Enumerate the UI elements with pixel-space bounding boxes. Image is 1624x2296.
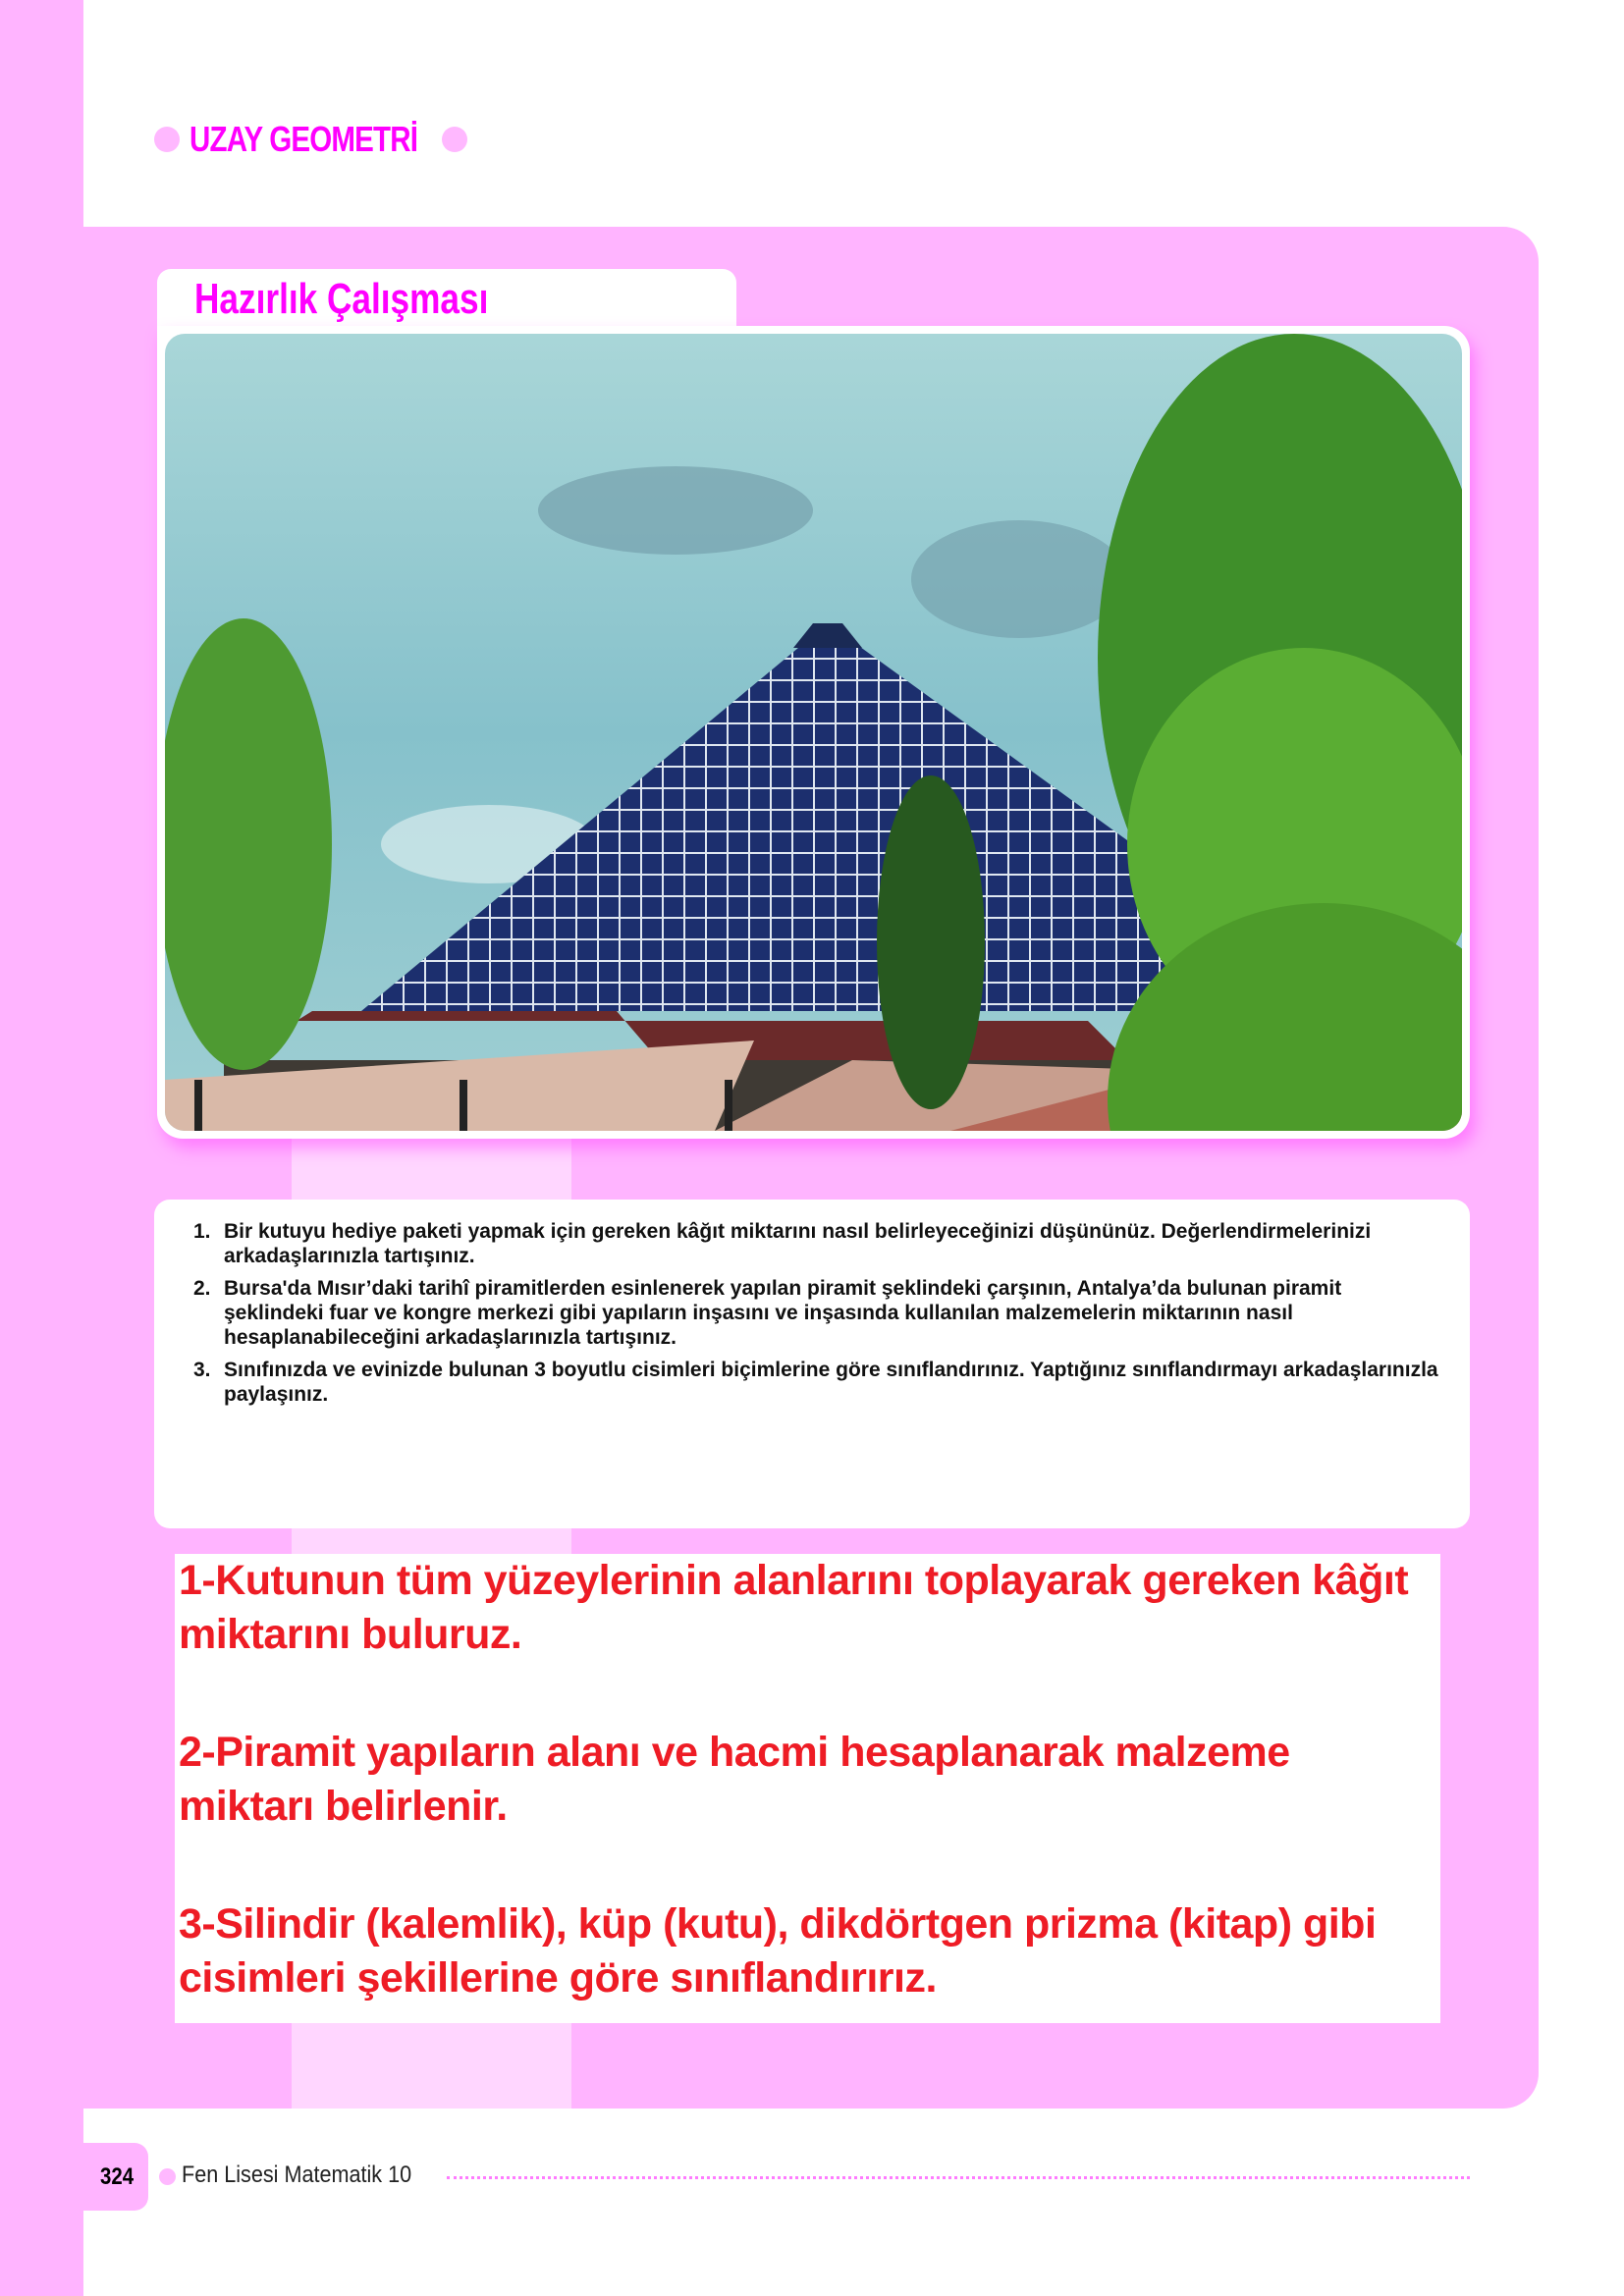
questions-box (154, 1200, 1470, 1528)
bullet-dot-icon (154, 127, 180, 152)
answers-list (179, 1554, 1431, 2069)
answer-item: 1-Kutunun tüm yüzeylerinin alanlarını toplayarak gereken kâğıt miktarını buluruz. (179, 1557, 1409, 1658)
question-number: 2. (193, 1277, 211, 1300)
left-margin-band (0, 0, 83, 2296)
photo-image-icon (165, 334, 1462, 1131)
question-number: 3. (193, 1359, 211, 1381)
question-item (193, 1276, 1440, 1350)
bullet-dot-icon (159, 2168, 176, 2185)
book-title: Fen Lisesi Matematik 10 (182, 2162, 412, 2188)
answers-box (175, 1554, 1440, 2023)
section-title: Hazırlık Çalışması (194, 275, 489, 323)
dotted-rule (447, 2176, 1470, 2179)
bullet-dot-icon (442, 127, 467, 152)
chapter-title: UZAY GEOMETRİ (189, 119, 418, 159)
answer-item: 3-Silindir (kalemlik), küp (kutu), dikdörtgen prizma (kitap) gibi cisimleri şekillerine göre sınıflandırırız. (179, 1900, 1377, 2002)
chapter-header (154, 120, 467, 159)
question-text: Bursa'da Mısır’daki tarihî piramitlerden esinlenerek yapılan piramit şeklindeki çarşının, Antalya’da bulunan piramit şeklindeki fuar ve kongre merkezi gibi yapıların inşasını ve inşasında kullanılan malzemelerin miktarının nasıl hesaplanabileceğini arkadaşlarınızla tartışınız. (224, 1277, 1342, 1349)
page-number-tab (83, 2143, 148, 2211)
photo-frame (157, 326, 1470, 1139)
question-text: Bir kutuyu hediye paketi yapmak için gereken kâğıt miktarını nasıl belirleyeceğinizi düşününüz. Değerlendirmelerinizi arkadaşlarınızla tartışınız. (224, 1220, 1372, 1267)
question-item (193, 1358, 1440, 1407)
questions-list (193, 1219, 1440, 1415)
question-text: Sınıfınızda ve evinizde bulunan 3 boyutlu cisimleri biçimlerine göre sınıflandırınız. Yaptığınız sınıflandırmayı arkadaşlarınızla paylaşınız. (224, 1359, 1438, 1406)
answer-item: 2-Piramit yapıların alanı ve hacmi hesaplanarak malzeme miktarı belirlenir. (179, 1729, 1290, 1830)
question-item (193, 1219, 1440, 1268)
page-number: 324 (99, 2163, 134, 2190)
question-number: 1. (193, 1220, 211, 1243)
